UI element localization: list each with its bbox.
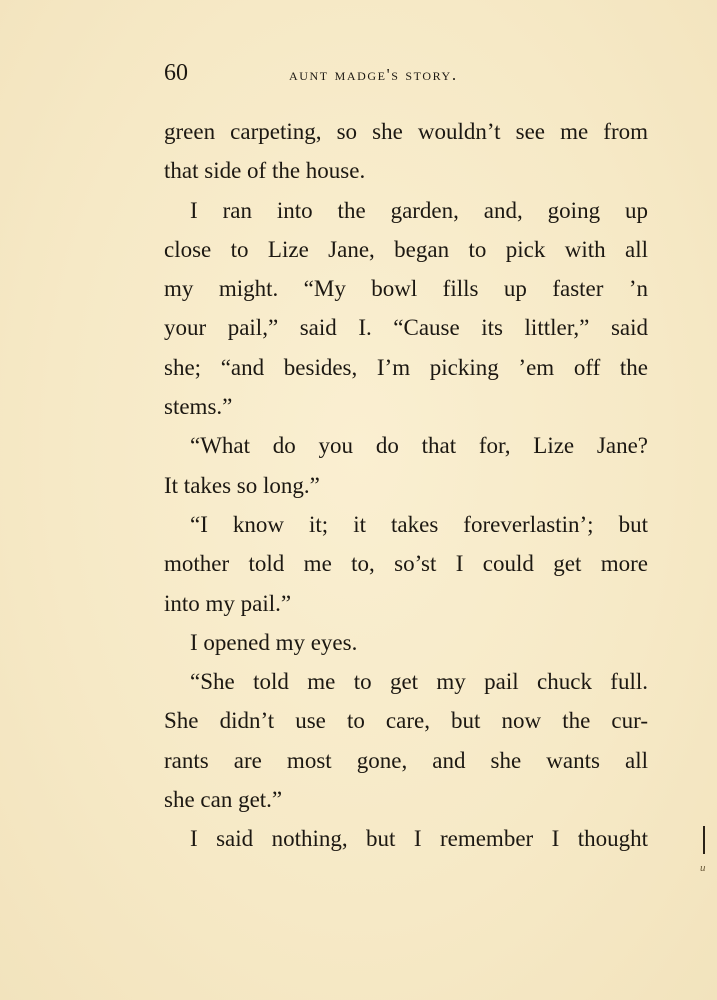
page-number: 60	[164, 60, 188, 86]
text-line: I said nothing, but I remember I thought	[190, 826, 648, 852]
margin-mark	[698, 818, 712, 878]
text-line: I ran into the garden, and, going up	[190, 197, 648, 223]
text-line: into my pail.”	[164, 590, 292, 616]
text-line: “What do you do that for, Lize Jane?	[190, 433, 648, 459]
text-line: she; “and besides, I’m picking ’em off the	[164, 354, 648, 380]
running-title: aunt madge's story.	[289, 65, 458, 84]
text-line: It takes so long.”	[164, 472, 320, 498]
text-line: green carpeting, so she wouldn’t see me from	[164, 119, 648, 144]
text-line: my might. “My bowl fills up faster ’n	[164, 276, 648, 302]
text-line: rants are most gone, and she wants all	[164, 747, 648, 773]
text-line: close to Lize Jane, began to pick with all	[164, 236, 648, 262]
text-line: your pail,” said I. “Cause its littler,” said	[164, 315, 648, 341]
margin-bar-mark	[703, 826, 705, 854]
text-line: “I know it; it takes foreverlastin’; but	[190, 511, 648, 537]
text-line: I opened my eyes.	[190, 629, 358, 655]
text-line: that side of the house.	[164, 158, 366, 184]
text-line: She didn’t use to care, but now the cur-	[164, 708, 648, 734]
text-line: mother told me to, so’st I could get more	[164, 551, 648, 577]
body-text	[164, 112, 648, 859]
text-line: “She told me to get my pail chuck full.	[190, 669, 648, 695]
text-line: she can get.”	[164, 787, 283, 813]
text-line: stems.”	[164, 394, 233, 420]
margin-mark-text: u	[700, 862, 706, 874]
running-head	[164, 56, 648, 90]
